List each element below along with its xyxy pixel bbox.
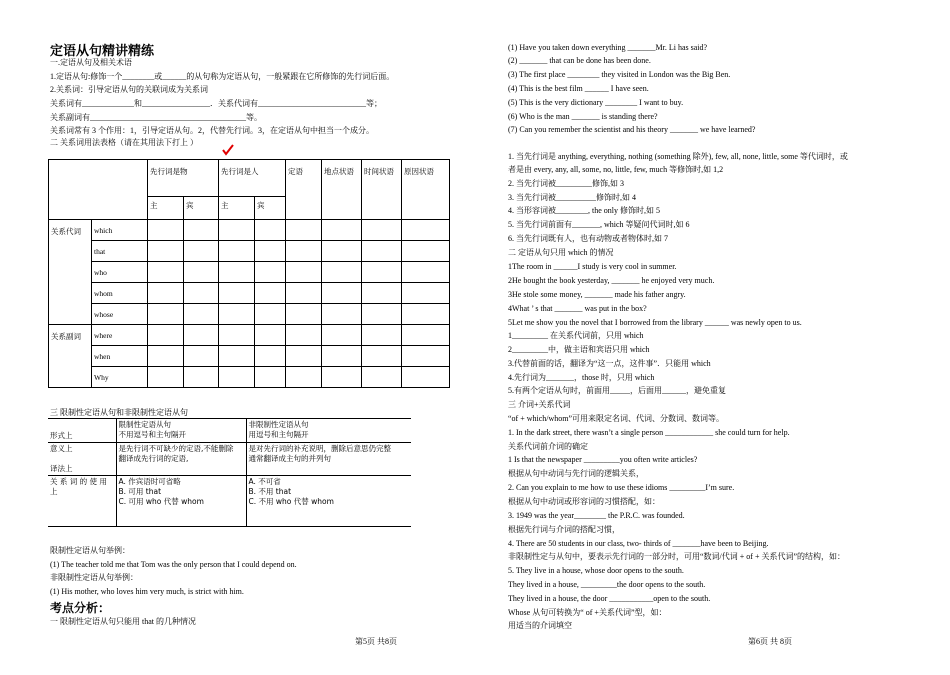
text-line: 非限制性定与从句中，要表示先行词的一部分时，可用“数词/代词 + of + 关系代词”的结构，如： bbox=[508, 552, 846, 561]
usage-item: A. 作宾语时可省略 bbox=[118, 477, 181, 486]
section-title: 三 限制性定语从句和非限制性定语从句 bbox=[50, 408, 188, 417]
text-line: 4.先行词为_______，those 时，只用 which bbox=[508, 373, 655, 382]
row-label: when bbox=[92, 346, 148, 367]
text-line: 4What ’ s that _______ was put in the box? bbox=[508, 304, 647, 313]
nonrestrictive-meaning: 是对先行词的补充说明，删除后意思仍完整 bbox=[248, 444, 391, 453]
nonrestrictive-heading: 非限制性定语从句 bbox=[248, 420, 309, 429]
text-line: 3. 1949 was the year________ the P.R.C. was founded. bbox=[508, 511, 685, 520]
text-line: 关系词常有 3 个作用：1，引导定语从句。2，代替先行词。3，在定语从句中担当一个成分。 bbox=[50, 126, 374, 135]
text-line: 关系代词前介词的确定 bbox=[508, 442, 588, 451]
row-label: whose bbox=[92, 304, 148, 325]
text-line: 限制性定语从句举例： bbox=[50, 546, 130, 555]
restrictive-meaning: 是先行词不可缺少的定语,不能删除 bbox=[118, 444, 234, 453]
text-line: 者是由 every, any, all, some, no, little, few, much 等修饰时,如 1,2 bbox=[508, 165, 724, 174]
text-line: They lived in a house, the door ___________open to the south. bbox=[508, 594, 711, 603]
text-line: 1 Is that the newspaper _________you often write articles? bbox=[508, 455, 698, 464]
relative-word-usage-table bbox=[48, 159, 450, 388]
text-line: 用适当的介词填空 bbox=[508, 621, 572, 630]
row-label: that bbox=[92, 241, 148, 262]
page-title: 定语从句精讲精练 bbox=[50, 44, 155, 59]
group-adverb: 关系副词 bbox=[49, 325, 92, 388]
row-label: 形式上 bbox=[48, 419, 116, 443]
text-line: 1_________ 在关系代词前，只用 which bbox=[508, 331, 644, 340]
header-person: 先行词是人 bbox=[219, 160, 286, 197]
text-line: (2) _______ that can be done has been done. bbox=[508, 56, 651, 65]
usage-item: B. 可用 that bbox=[118, 487, 162, 496]
page-footer: 第6页 共 8页 bbox=[748, 637, 792, 646]
header-reason: 原因状语 bbox=[402, 160, 450, 220]
text-line: 三 介词+关系代词 bbox=[508, 400, 571, 409]
row-label: Why bbox=[92, 367, 148, 388]
text-line: 4. There are 50 students in our class, two- thirds of _______have been to Beijing. bbox=[508, 539, 769, 548]
text-line: (6) Who is the man _______ is standing there? bbox=[508, 112, 658, 121]
row-label: where bbox=[92, 325, 148, 346]
text-line: 1. 当先行词是 anything, everything, nothing (something 除外), few, all, none, little, some 等代词时，或 bbox=[508, 152, 848, 161]
text-line: (1) The teacher told me that Tom was the only person that I could depend on. bbox=[50, 560, 297, 569]
clause-comparison-table bbox=[48, 418, 411, 527]
restrictive-translation: 翻译成先行词的定语, bbox=[118, 454, 189, 463]
sub-subject: 主 bbox=[148, 197, 184, 220]
row-label: whom bbox=[92, 283, 148, 304]
text-line: 非限制性定语从句举例： bbox=[50, 573, 138, 582]
text-line: 3He stole some money, _______ made his father angry. bbox=[508, 290, 686, 299]
restrictive-heading: 限制性定语从句 bbox=[118, 420, 171, 429]
text-line: 1. In the dark street, there wasn’t a single person ____________ she could turn for help. bbox=[508, 428, 790, 437]
usage-item: A. 不可省 bbox=[248, 477, 281, 486]
checkmark-icon bbox=[222, 144, 234, 156]
text-line: 关系副词有_______________________________________等。 bbox=[50, 113, 262, 122]
text-line: (5) This is the very dictionary ________ I want to buy. bbox=[508, 98, 684, 107]
row-label: 译法上 bbox=[50, 464, 73, 473]
text-line: 2. 当先行词被_________修饰,如 3 bbox=[508, 179, 624, 188]
row-label: 关 系 词 的 使 用上 bbox=[48, 476, 116, 527]
text-line: 根据先行词与介词的搭配习惯， bbox=[508, 525, 620, 534]
row-label: who bbox=[92, 262, 148, 283]
text-line: 关系词有_____________和_________________．关系代词有___________________________等； bbox=[50, 99, 382, 108]
text-line: “of + which/whom”可用来限定名词、代词、分数词、数词等。 bbox=[508, 414, 725, 423]
nonrestrictive-form: 用逗号和主句隔开 bbox=[248, 430, 309, 439]
text-line: 3.代替前面的话，翻译为“这一点，这件事”．只能用 which bbox=[508, 359, 711, 368]
usage-item: C. 不用 who 代替 whom bbox=[248, 497, 334, 506]
text-line: 2.关系词：引导定语从句的关联词成为关系词 bbox=[50, 85, 208, 94]
text-line: 1The room in ______I study is very cool in summer. bbox=[508, 262, 677, 271]
text-line: (1) Have you taken down everything _______Mr. Li has said? bbox=[508, 43, 708, 52]
row-label: 意义上 bbox=[50, 444, 73, 453]
sub-object: 宾 bbox=[184, 197, 219, 220]
text-line: 2_________中，做主语和宾语只用 which bbox=[508, 345, 650, 354]
text-line: 一.定语从句及相关术语 bbox=[50, 58, 132, 67]
header-attributive: 定语 bbox=[286, 160, 322, 220]
text-line: 5. They live in a house, whose door opens to the south. bbox=[508, 566, 684, 575]
text-line: (7) Can you remember the scientist and his theory _______ we have learned? bbox=[508, 125, 756, 134]
header-thing: 先行词是物 bbox=[148, 160, 219, 197]
text-line: 二 关系词用法表格（请在其用法下打上 ） bbox=[50, 138, 198, 147]
analysis-heading: 考点分析： bbox=[50, 601, 111, 615]
text-line: 根据从句中动词或形容词的习惯搭配，如： bbox=[508, 497, 660, 506]
text-line: 5.有两个定语从句时，前面用_____，后面用______，避免重复 bbox=[508, 386, 726, 395]
text-line: (3) The first place ________ they visited in London was the Big Ben. bbox=[508, 70, 731, 79]
header-place: 地点状语 bbox=[322, 160, 362, 220]
text-line: 3. 当先行词被__________修饰时,如 4 bbox=[508, 193, 636, 202]
text-line: (1) His mother, who loves him very much, is strict with him. bbox=[50, 587, 244, 596]
sub-subject: 主 bbox=[219, 197, 255, 220]
nonrestrictive-translation: 通常翻译成主句的并列句 bbox=[248, 454, 331, 463]
restrictive-form: 不用逗号和主句隔开 bbox=[118, 430, 186, 439]
usage-item: C. 可用 who 代替 whom bbox=[118, 497, 204, 506]
group-pronoun: 关系代词 bbox=[49, 220, 92, 325]
text-line: 6. 当先行词既有人，也有动物或者物体时,如 7 bbox=[508, 234, 668, 243]
text-line: 根据从句中动词与先行词的逻辑关系， bbox=[508, 469, 644, 478]
text-line: 一 限制性定语从句只能用 that 的几种情况 bbox=[50, 617, 196, 626]
usage-item: B. 不用 that bbox=[248, 487, 292, 496]
sub-object: 宾 bbox=[255, 197, 286, 220]
text-line: 1.定语从句:修饰一个________或______的从句称为定语从句，一般紧跟在它所修饰的先行词后面。 bbox=[50, 72, 395, 81]
text-line: 2He bought the book yesterday, _______ he enjoyed very much. bbox=[508, 276, 715, 285]
text-line: 5Let me show you the novel that I borrowed from the library ______ was newly open to us. bbox=[508, 318, 802, 327]
text-line: (4) This is the best film ______ I have seen. bbox=[508, 84, 649, 93]
text-line: Whose 从句可转换为“ of +关系代词”型，如： bbox=[508, 608, 667, 617]
text-line: 5. 当先行词前面有_______, which 等疑问代词时,如 6 bbox=[508, 220, 690, 229]
row-label: which bbox=[92, 220, 148, 241]
page-footer: 第5页 共8页 bbox=[355, 637, 397, 646]
text-line: They lived in a house, _________the door opens to the south. bbox=[508, 580, 706, 589]
header-time: 时间状语 bbox=[362, 160, 402, 220]
text-line: 二 定语从句只用 which 的情况 bbox=[508, 248, 614, 257]
text-line: 4. 当形容词被________, the only 修饰时,如 5 bbox=[508, 206, 660, 215]
text-line: 2. Can you explain to me how to use these idioms _________I’m sure. bbox=[508, 483, 735, 492]
